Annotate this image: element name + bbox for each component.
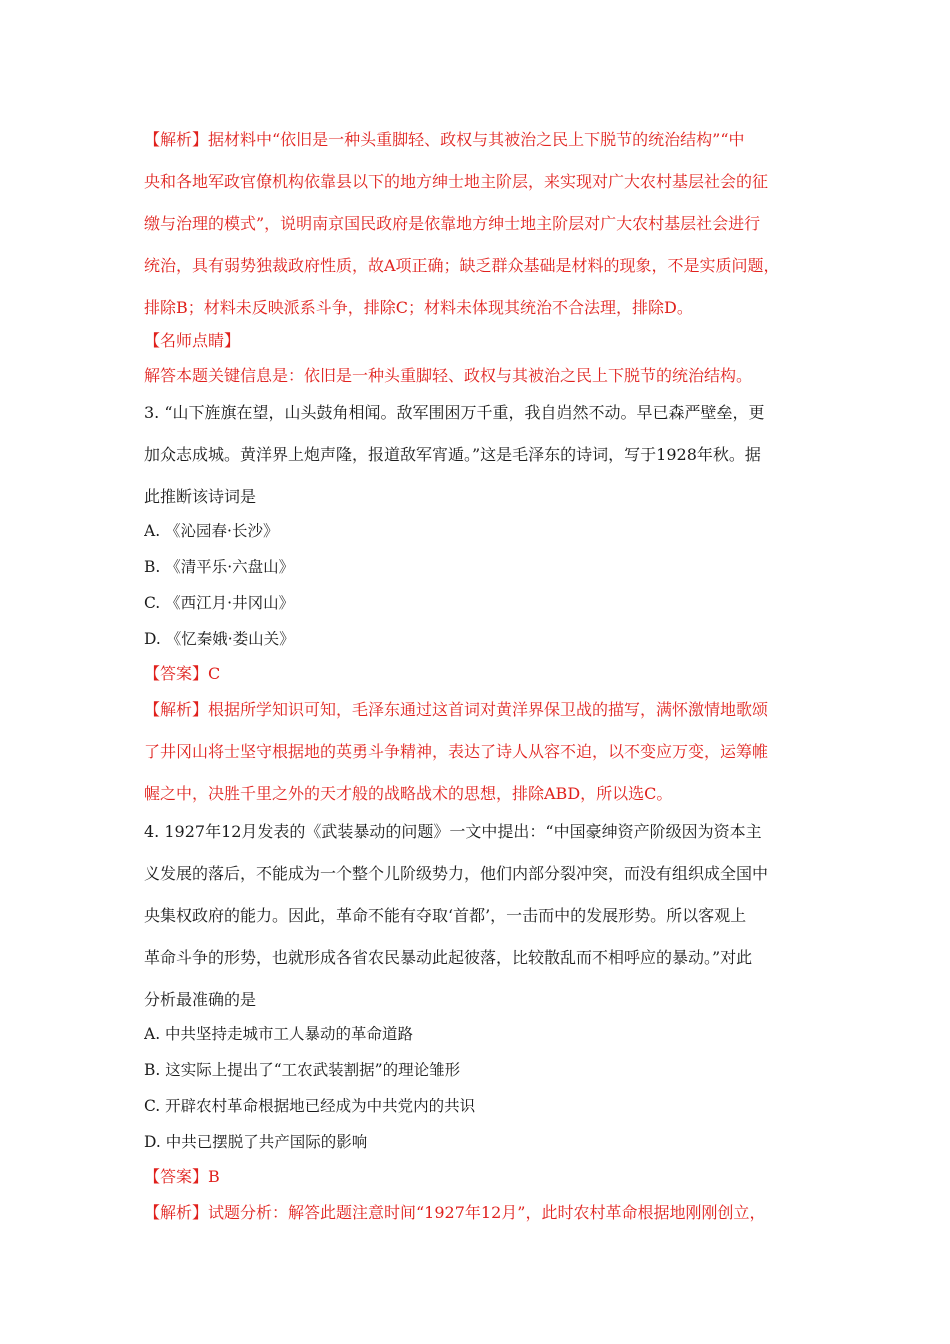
q3-c: C. 《西江月·井冈山》 xyxy=(144,594,295,612)
analysis-2-l5: 排除B；材料未反映派系斗争，排除C；材料未体现其统治不合法理，排除D。 xyxy=(144,298,693,317)
analysis-2-l2: 央和各地军政官僚机构依靠县以下的地方绅士地主阶层，来实现对广大农村基层社会的征 xyxy=(144,172,769,191)
analysis-2-l3: 缴与治理的模式”，说明南京国民政府是依靠地方绅士地主阶层对广大农村基层社会进行 xyxy=(144,214,761,233)
tip-2-body: 解答本题关键信息是：依旧是一种头重脚轻、政权与其被治之民上下脱节的统治结构。 xyxy=(144,366,753,385)
q4-answer: 【答案】B xyxy=(144,1167,220,1186)
analysis-3-l3: 幄之中，决胜千里之外的天才般的战略战术的思想，排除ABD，所以选C。 xyxy=(144,784,673,803)
q4-b: B. 这实际上提出了“工农武装割据”的理论雏形 xyxy=(144,1061,461,1079)
q4-a: A. 中共坚持走城市工人暴动的革命道路 xyxy=(144,1025,414,1043)
q4-d: D. 中共已摆脱了共产国际的影响 xyxy=(144,1133,368,1151)
q4-l2: 义发展的落后，不能成为一个整个儿阶级势力，他们内部分裂冲突，而没有组织成全国中 xyxy=(144,864,769,883)
analysis-2-l1: 【解析】据材料中“依旧是一种头重脚轻、政权与其被治之民上下脱节的统治结构”“中 xyxy=(144,130,745,149)
analysis-2-l4: 统治，具有弱势独裁政府性质，故A项正确；缺乏群众基础是材料的现象，不是实质问题， xyxy=(144,256,780,275)
q3-d: D. 《忆秦娥·娄山关》 xyxy=(144,630,295,648)
q3-b: B. 《清平乐·六盘山》 xyxy=(144,558,295,576)
q3-l2: 加众志成城。黄洋界上炮声隆，报道敌军宵遁。”这是毛泽东的诗词，写于1928年秋。据 xyxy=(144,445,761,464)
q3-answer: 【答案】C xyxy=(144,664,221,683)
q4-l1: 4. 1927年12月发表的《武装暴动的问题》一文中提出：“中国豪绅资产阶级因为资本主 xyxy=(144,822,762,841)
q4-l5: 分析最准确的是 xyxy=(144,990,257,1009)
analysis-3-l1: 【解析】根据所学知识可知，毛泽东通过这首词对黄洋界保卫战的描写，满怀激情地歌颂 xyxy=(144,700,769,719)
analysis-3-l2: 了井冈山将士坚守根据地的英勇斗争精神，表达了诗人从容不迫，以不变应万变，运筹帷 xyxy=(144,742,769,761)
q4-l3: 央集权政府的能力。因此，革命不能有夺取‘首都’，一击而中的发展形势。所以客观上 xyxy=(144,906,747,925)
q3-l3: 此推断该诗词是 xyxy=(144,487,257,506)
q3-a: A. 《沁园春·长沙》 xyxy=(144,522,279,540)
q4-c: C. 开辟农村革命根据地已经成为中共党内的共识 xyxy=(144,1097,476,1115)
analysis-4-l1: 【解析】试题分析：解答此题注意时间“1927年12月”，此时农村革命根据地刚刚创立， xyxy=(144,1203,766,1222)
tip-2-title: 【名师点睛】 xyxy=(144,331,241,350)
q4-l4: 革命斗争的形势，也就形成各省农民暴动此起彼落，比较散乱而不相呼应的暴动。”对此 xyxy=(144,948,753,967)
q3-l1: 3. “山下旌旗在望，山头鼓角相闻。敌军围困万千重，我自岿然不动。早已森严壁垒，更 xyxy=(144,403,765,422)
